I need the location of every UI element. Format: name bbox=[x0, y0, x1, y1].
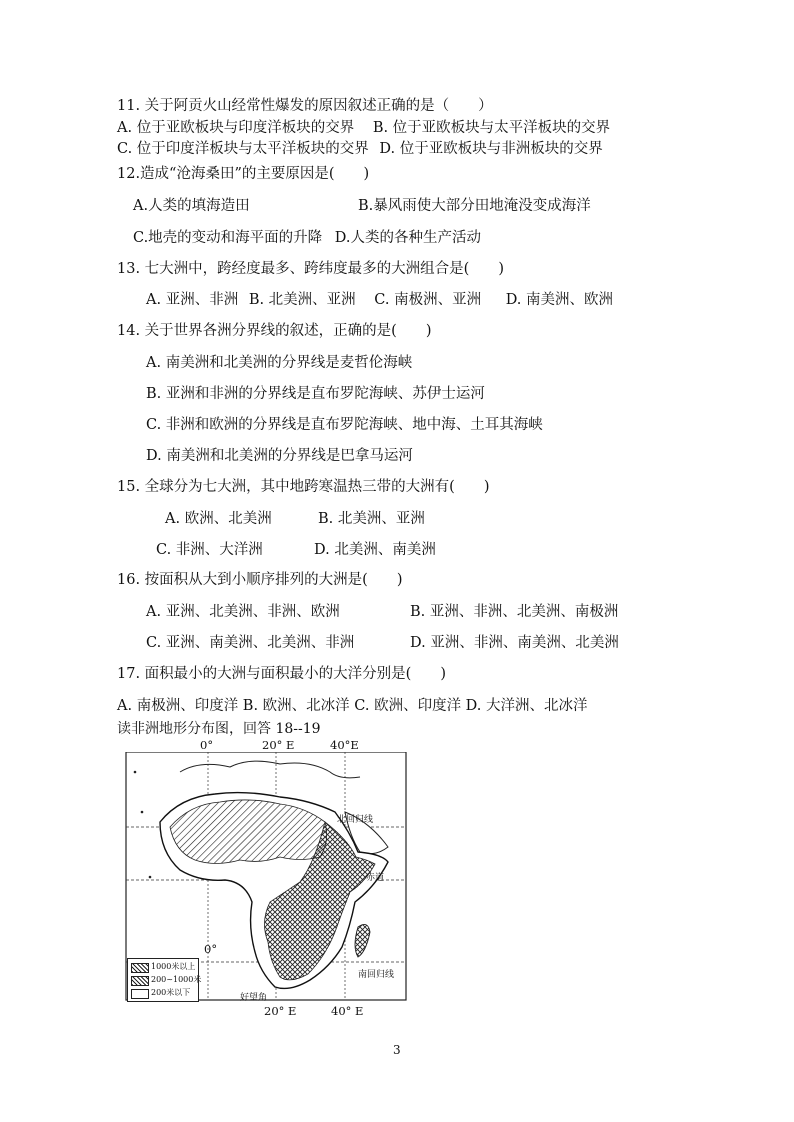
q16-option-b: B. 亚洲、非洲、北美洲、南极洲 bbox=[410, 604, 619, 620]
q13-stem: 13. 七大洲中，跨经度最多、跨纬度最多的大洲组合是( ) bbox=[117, 261, 504, 277]
legend-label-low: 200米以下 bbox=[151, 988, 191, 997]
plateau-north bbox=[170, 800, 327, 864]
q12-options-row-2 bbox=[133, 229, 481, 247]
q13-option-a: A. 亚洲、非洲 bbox=[146, 292, 239, 308]
q14-option-b: B. 亚洲和非洲的分界线是直布罗陀海峡、苏伊士运河 bbox=[146, 386, 485, 402]
q11-option-a: A. 位于亚欧板块与印度洋板块的交界 bbox=[117, 120, 355, 136]
q11-option-d: D. 位于亚欧板块与非洲板块的交界 bbox=[379, 141, 603, 157]
label-north-tropic: 北回归线 bbox=[337, 815, 374, 825]
q15-stem: 15. 全球分为七大洲，其中地跨寒温热三带的大洲有( ) bbox=[117, 479, 490, 495]
q12-stem: 12.造成“沧海桑田”的主要原因是( ) bbox=[117, 166, 370, 182]
q12-option-d: D.人类的各种生产活动 bbox=[334, 230, 482, 246]
legend-row-mid bbox=[131, 975, 202, 985]
q13-option-b: B. 北美洲、亚洲 bbox=[248, 292, 356, 308]
q11-option-c: C. 位于印度洋板块与太平洋板块的交界 bbox=[117, 141, 369, 157]
label-equator: 赤道 bbox=[366, 873, 385, 883]
legend-label-high: 1000米以上 bbox=[151, 962, 196, 971]
legend-row-high bbox=[131, 962, 195, 972]
q17-stem: 17. 面积最小的大洲与面积最小的大洋分别是( ) bbox=[117, 666, 446, 682]
q16-option-d: D. 亚洲、非洲、南美洲、北美洲 bbox=[410, 635, 619, 651]
map-label-bottom-20e: 20° E bbox=[264, 1004, 297, 1018]
q15-option-c: C. 非洲、大洋洲 bbox=[156, 542, 263, 558]
map-intro: 读非洲地形分布图，回答 18--19 bbox=[117, 721, 321, 737]
q12-option-a: A.人类的填海造田 bbox=[133, 198, 250, 214]
q11-stem: 11. 关于阿贡火山经常性爆发的原因叙述正确的是（ ） bbox=[117, 98, 493, 114]
map-legend bbox=[127, 958, 202, 1002]
q12-option-b: B.暴风雨使大部分田地淹没变成海洋 bbox=[358, 198, 591, 214]
legend-swatch-blank bbox=[131, 989, 149, 999]
q12-option-c: C.地壳的变动和海平面的升降 bbox=[133, 230, 323, 246]
q13-option-d: D. 南美洲、欧洲 bbox=[505, 292, 614, 308]
q16-stem: 16. 按面积从大到小顺序排列的大洲是( ) bbox=[117, 572, 403, 588]
page-number: 3 bbox=[393, 1043, 401, 1057]
q15-option-d: D. 北美洲、南美洲 bbox=[314, 542, 436, 558]
q11-option-b: B. 位于亚欧板块与太平洋板块的交界 bbox=[372, 120, 611, 136]
q14-option-d: D. 南美洲和北美洲的分界线是巴拿马运河 bbox=[146, 448, 413, 464]
label-south-tropic: 南回归线 bbox=[358, 970, 395, 980]
q15-option-b: B. 北美洲、亚洲 bbox=[318, 511, 425, 527]
q16-option-a: A. 亚洲、北美洲、非洲、欧洲 bbox=[146, 604, 340, 620]
legend-swatch-hatch bbox=[131, 976, 149, 986]
map-label-bottom-40e: 40° E bbox=[331, 1004, 364, 1018]
map-label-top-0: 0° bbox=[200, 738, 214, 752]
label-cape-of-good-hope: 好望角 bbox=[240, 993, 268, 1003]
q13-option-c: C. 南极洲、亚洲 bbox=[374, 292, 482, 308]
legend-swatch-cross bbox=[131, 963, 149, 973]
q15-option-a: A. 欧洲、北美洲 bbox=[165, 511, 272, 527]
q11-options-row-1 bbox=[117, 119, 610, 137]
q17-options: A. 南极洲、印度洋 B. 欧洲、北冰洋 C. 欧洲、印度洋 D. 大洋洲、北冰洋 bbox=[117, 698, 588, 714]
map-label-top-20e: 20° E bbox=[262, 738, 295, 752]
q13-options bbox=[146, 291, 613, 309]
q14-option-c: C. 非洲和欧洲的分界线是直布罗陀海峡、地中海、土耳其海峡 bbox=[146, 417, 543, 433]
q16-option-c: C. 亚洲、南美洲、北美洲、非洲 bbox=[146, 635, 355, 651]
q14-option-a: A. 南美洲和北美洲的分界线是麦哲伦海峡 bbox=[146, 355, 413, 371]
q11-options-row-2 bbox=[117, 140, 603, 158]
legend-label-mid: 200~1000米 bbox=[151, 975, 202, 984]
map-label-left-0: 0° bbox=[204, 942, 218, 956]
q14-stem: 14. 关于世界各洲分界线的叙述，正确的是( ) bbox=[117, 323, 432, 339]
map-label-top-40e: 40°E bbox=[330, 738, 359, 752]
legend-row-low bbox=[131, 988, 195, 998]
